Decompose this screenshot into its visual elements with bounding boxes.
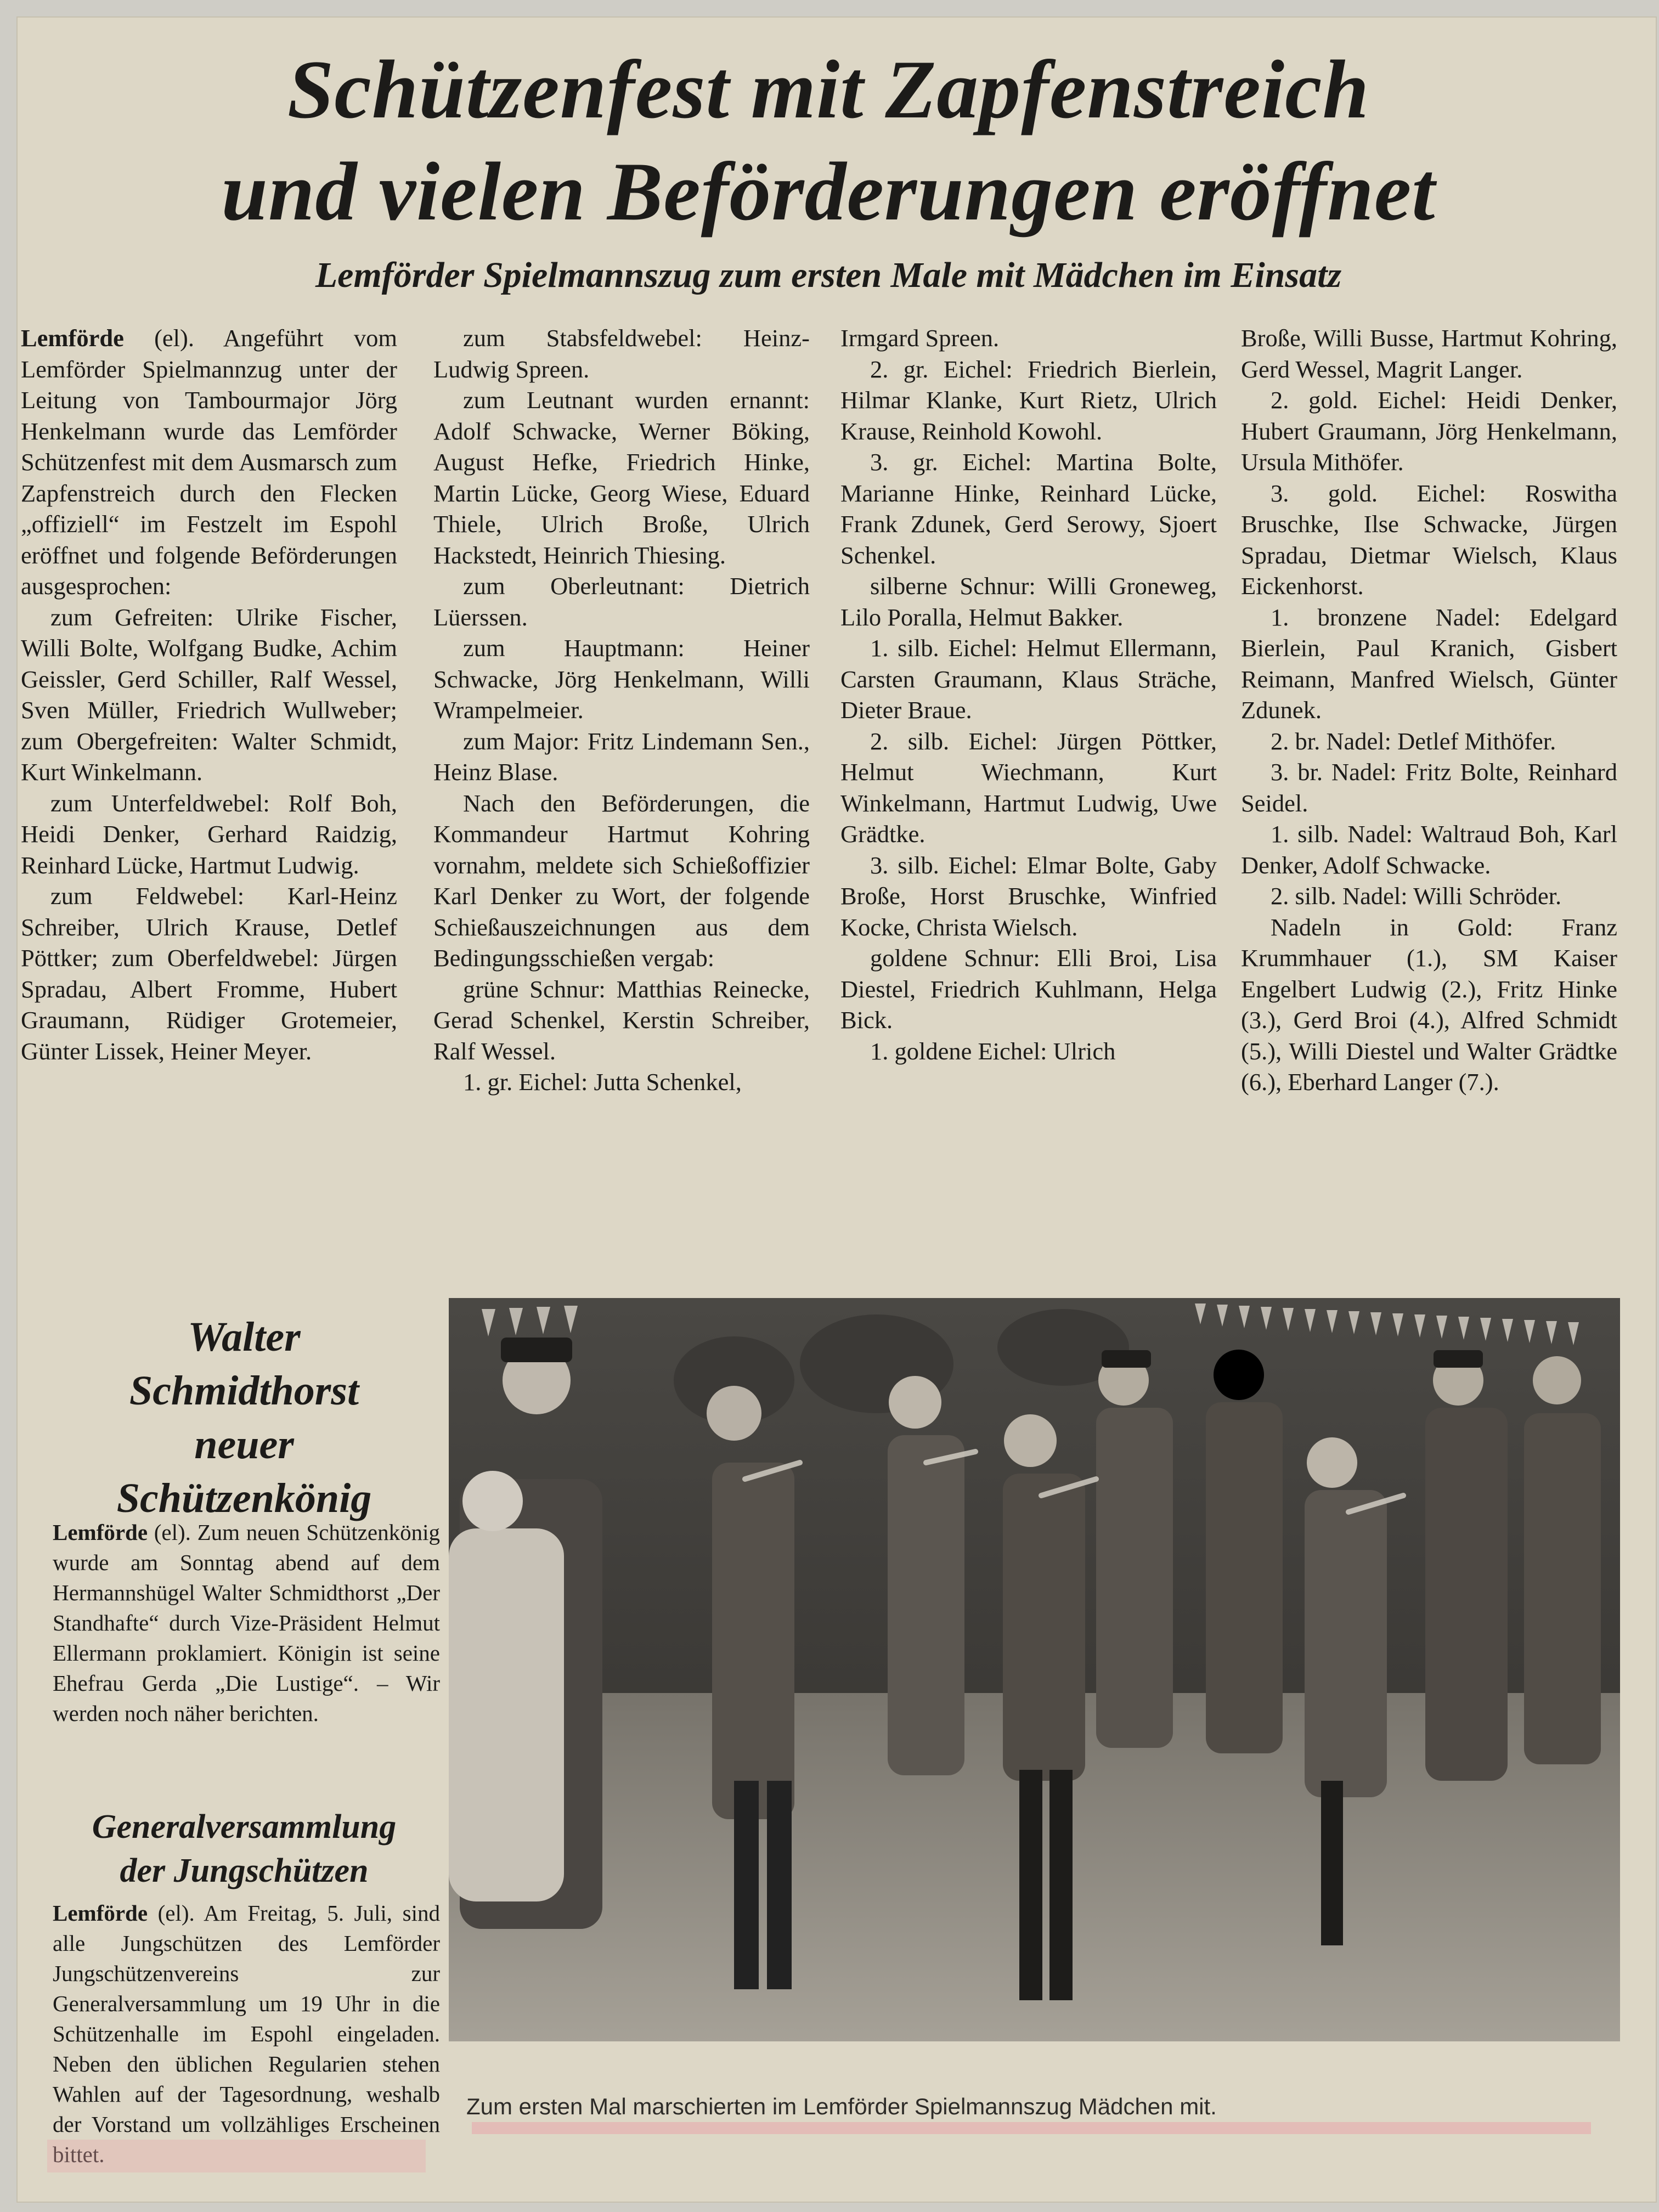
article-paragraph xyxy=(21,323,397,602)
dateline: Lemförde xyxy=(21,324,124,352)
article-paragraph: Irmgard Spreen. xyxy=(840,324,1000,352)
article-paragraph: zum Stabsfeldwebel: Heinz-Ludwig Spreen. xyxy=(433,324,810,383)
article-paragraph: zum Hauptmann: Heiner Schwacke, Jörg Henkelmann, Willi Wrampelmeier. xyxy=(433,634,810,724)
article-paragraph: zum Feldwebel: Karl-Heinz Schreiber, Ulrich Krause, Detlef Pöttker; zum Oberfeldwebel: Jürgen Spradau, Albert Fromme, Hubert Graumann, Rüdiger Grotemeier, Günter Lissek, Heiner Meyer. xyxy=(21,882,397,1065)
title-line: Schmidthorst xyxy=(129,1368,359,1414)
article-column-2 xyxy=(433,323,810,1200)
article-paragraph: 1. silb. Nadel: Waltraud Boh, Karl Denker, Adolf Schwacke. xyxy=(1241,820,1617,879)
headline-line-2: und vielen Beförderungen eröffnet xyxy=(221,145,1436,238)
article-paragraph: Nach den Beförderungen, die Kommandeur Hartmut Kohring vornahm, meldete sich Schießoffizier Karl Denker zu Wort, der folgende Schießauszeichnungen aus dem Bedingungsschießen vergab: xyxy=(433,789,810,972)
title-line: Generalversammlung xyxy=(92,1808,397,1846)
sidebar-assembly-title xyxy=(33,1805,455,1893)
article-paragraph: zum Major: Fritz Lindemann Sen., Heinz Blase. xyxy=(433,727,810,786)
subheadline: Lemförder Spielmannszug zum ersten Male mit Mädchen im Einsatz xyxy=(315,255,1342,295)
article-paragraph: 3. br. Nadel: Fritz Bolte, Reinhard Seidel. xyxy=(1241,758,1617,817)
article-paragraph: 3. gold. Eichel: Roswitha Bruschke, Ilse Schwacke, Jürgen Spradau, Dietmar Wielsch, Klaus Eickenhorst. xyxy=(1241,479,1617,600)
article-paragraph: Broße, Willi Busse, Hartmut Kohring, Gerd Wessel, Magrit Langer. xyxy=(1241,324,1617,383)
article-paragraph: zum Unterfeldwebel: Rolf Boh, Heidi Denker, Gerhard Raidzig, Reinhard Lücke, Hartmut Ludwig. xyxy=(21,789,397,879)
article-paragraph: 1. gr. Eichel: Jutta Schenkel, xyxy=(463,1068,742,1096)
article-paragraph: zum Gefreiten: Ulrike Fischer, Willi Bolte, Wolfgang Budke, Achim Geissler, Gerd Schiller, Ralf Wessel, Sven Müller, Friedrich Wullweber; zum Obergefreiten: Walter Schmidt, Kurt Winkelmann. xyxy=(21,603,397,786)
title-line: Schützenkönig xyxy=(116,1475,372,1521)
article-paragraph: 3. silb. Eichel: Elmar Bolte, Gaby Broße, Horst Bruschke, Winfried Kocke, Christa Wielsch. xyxy=(840,851,1217,941)
article-paragraph: 3. gr. Eichel: Martina Bolte, Marianne Hinke, Reinhard Lücke, Frank Zdunek, Gerd Serowy, Sjoert Schenkel. xyxy=(840,448,1217,569)
dateline: Lemförde xyxy=(53,1520,148,1545)
title-line: der Jungschützen xyxy=(120,1852,369,1889)
article-column-3 xyxy=(840,323,1217,1200)
paragraph-text: (el). Am Freitag, 5. Juli, sind alle Jungschützen des Lemförder Jungschützenvereins zur Generalversammlung um 19 Uhr in die Schützenhalle im Espohl eingeladen. Neben den üblichen Regularien stehen Wahlen auf der Tagesordnung, weshalb der Vorstand um vollzähliges Erscheinen bittet. xyxy=(53,1900,440,2167)
paragraph-text: (el). Zum neuen Schützenkönig wurde am Sonntag abend auf dem Hermannshügel Walter Schmidthorst „Der Standhafte“ durch Vize-Präsident Helmut Ellermann proklamiert. Königin ist seine Ehefrau Gerda „Die Lustige“. – Wir werden noch näher berichten. xyxy=(53,1520,440,1726)
article-paragraph: silberne Schnur: Willi Groneweg, Lilo Poralla, Helmut Bakker. xyxy=(840,572,1217,631)
article-paragraph: goldene Schnur: Elli Broi, Lisa Diestel, Friedrich Kuhlmann, Helga Bick. xyxy=(840,944,1217,1034)
dateline: Lemförde xyxy=(53,1900,148,1926)
article-paragraph: 2. br. Nadel: Detlef Mithöfer. xyxy=(1271,727,1556,755)
article-paragraph: 1. bronzene Nadel: Edelgard Bierlein, Paul Kranich, Gisbert Reimann, Manfred Wielsch, Günter Zdunek. xyxy=(1241,603,1617,724)
headline-line-1: Schützenfest mit Zapfenstreich xyxy=(287,43,1370,136)
sidebar-assembly-text xyxy=(53,1898,440,2170)
photo-caption: Zum ersten Mal marschierten im Lemförder Spielmannszug Mädchen mit. xyxy=(466,2094,1217,2119)
title-line: neuer xyxy=(194,1421,294,1468)
paragraph-text: (el). Angeführt vom Lemförder Spielmannzug unter der Leitung von Tambourmajor Jörg Henkelmann wurde das Lemförder Schützenfest mit dem Ausmarsch zum Zapfenstreich durch den Flecken „offiziell“ im Festzelt im Espohl eröffnet und folgende Beförderungen ausgesprochen: xyxy=(21,324,397,600)
title-line: Walter xyxy=(188,1314,301,1360)
article-paragraph: 1. silb. Eichel: Helmut Ellermann, Carsten Graumann, Klaus Sträche, Dieter Braue. xyxy=(840,634,1217,724)
sidebar-paragraph xyxy=(53,1898,440,2170)
article-column-1 xyxy=(21,323,397,1200)
marching-band-photo xyxy=(449,1298,1620,2041)
article-paragraph: 2. gold. Eichel: Heidi Denker, Hubert Graumann, Jörg Henkelmann, Ursula Mithöfer. xyxy=(1241,386,1617,476)
article-column-4 xyxy=(1241,323,1617,1200)
article-paragraph: 2. gr. Eichel: Friedrich Bierlein, Hilmar Klanke, Kurt Rietz, Ulrich Krause, Reinhold Kowohl. xyxy=(840,355,1217,445)
article-paragraph: 1. goldene Eichel: Ulrich xyxy=(870,1037,1116,1065)
article-paragraph: zum Leutnant wurden ernannt: Adolf Schwacke, Werner Böking, August Hefke, Friedrich Hinke, Martin Lücke, Georg Wiese, Eduard Thiele, Ulrich Broße, Ulrich Hackstedt, Heinrich Thiesing. xyxy=(433,386,810,569)
sidebar-king-text xyxy=(53,1517,440,1729)
photo-illustration xyxy=(449,1298,1620,2041)
sidebar-king-title xyxy=(33,1310,455,1525)
article-paragraph: Nadeln in Gold: Franz Krummhauer (1.), SM Kaiser Engelbert Ludwig (2.), Fritz Hinke (3.), Gerd Broi (4.), Alfred Schmidt (5.), Willi Diestel und Walter Grädtke (6.), Eberhard Langer (7.). xyxy=(1241,913,1617,1096)
highlight-mark xyxy=(472,2122,1591,2134)
article-paragraph: grüne Schnur: Matthias Reinecke, Gerad Schenkel, Kerstin Schreiber, Ralf Wessel. xyxy=(433,975,810,1065)
article-paragraph: zum Oberleutnant: Dietrich Lüerssen. xyxy=(433,572,810,631)
article-paragraph: 2. silb. Eichel: Jürgen Pöttker, Helmut Wiechmann, Kurt Winkelmann, Hartmut Ludwig, Uwe Grädtke. xyxy=(840,727,1217,848)
headline xyxy=(33,38,1624,242)
highlight-mark xyxy=(47,2140,426,2172)
article-paragraph: 2. silb. Nadel: Willi Schröder. xyxy=(1271,882,1562,910)
sidebar-paragraph xyxy=(53,1517,440,1729)
